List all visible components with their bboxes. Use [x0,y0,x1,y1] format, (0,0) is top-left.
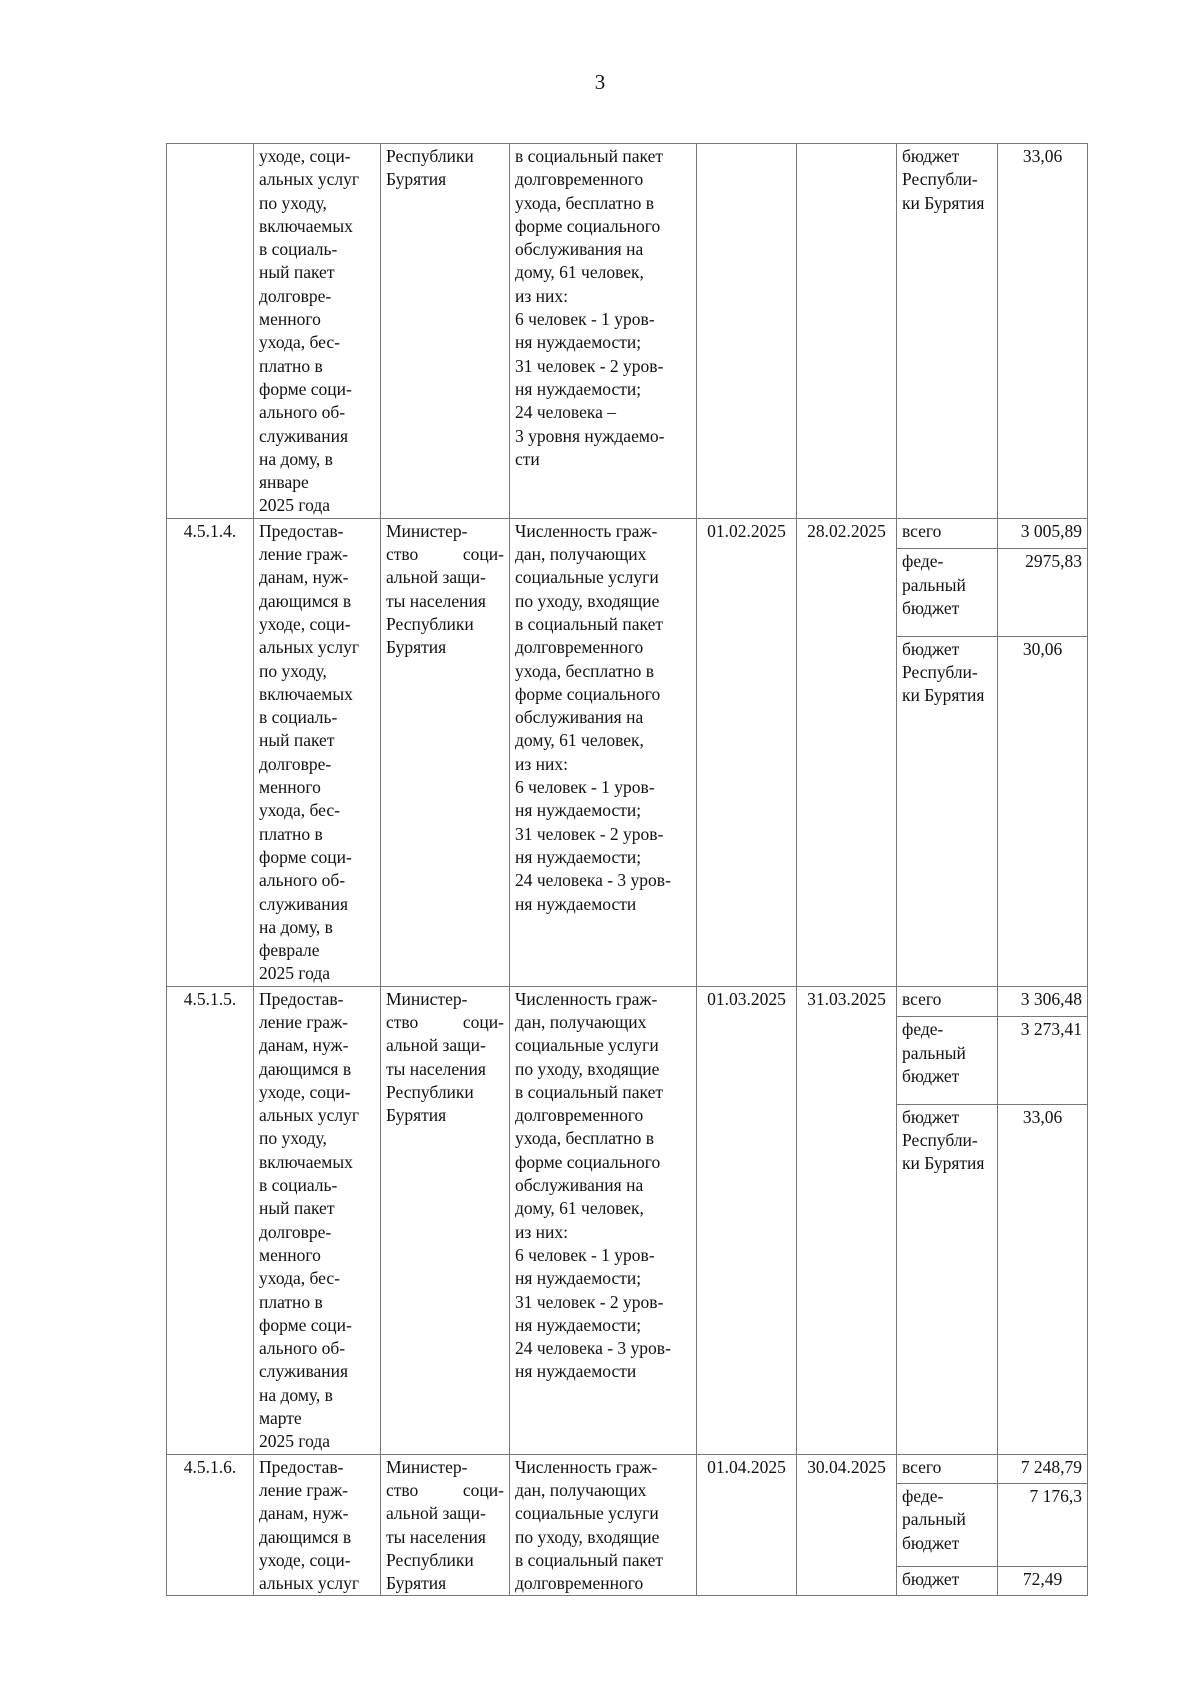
funding-source: бюджет Республи- ки Бурятия [897,144,998,519]
funding-amount: 2975,83 [998,549,1088,636]
row-number: 4.5.1.6. [167,1454,254,1596]
indicator: в социальный пакет долговременного ухода, бесплатно в форме социального обслуживания на дому, 61 человек, из них: 6 человек - 1 уров- ня нуждаемости; 31 человек - 2 уров- ня нуждаемости; 24 человека – 3 уровня нуждаемо- сти [510,144,697,519]
end-date: 30.04.2025 [797,1454,897,1596]
funding-source: феде- ральный бюджет [897,549,998,636]
executor-line: Министер- [386,520,468,541]
row-number: 4.5.1.4. [167,518,254,986]
funding-amount: 3 273,41 [998,1017,1088,1104]
table-row [167,1454,1088,1483]
activities-table [166,143,1088,1596]
start-date [697,144,797,519]
indicator: Численность граж- дан, получающих социальные услуги по уходу, входящие в социальный пакет долговременного ухода, бесплатно в форме социального обслуживания на дому, 61 человек, из них: 6 человек - 1 уров- ня нуждаемости; 31 человек - 2 уров- ня нуждаемости; 24 человека - 3 уров- ня нуждаемости [510,986,697,1454]
funding-amount: 33,06 [998,1104,1088,1454]
funding-source: всего [897,986,998,1017]
funding-amount: 33,06 [998,144,1088,519]
funding-source: бюджет Республи- ки Бурятия [897,1104,998,1454]
activity-name: Предостав- ление граж- данам, нуж- дающимся в уходе, соци- альных услуг по уходу, включаемых в социаль- ный пакет долговре- менного ухода, бес- платно в форме соци- ального об- служивания на дому, в феврале 2025 года [254,518,381,986]
start-date: 01.02.2025 [697,518,797,986]
activity-name: Предостав- ление граж- данам, нуж- дающимся в уходе, соци- альных услуг по уходу, включаемых в социаль- ный пакет долговре- менного ухода, бес- платно в форме соци- ального об- служивания на дому, в марте 2025 года [254,986,381,1454]
executor [381,1454,510,1596]
indicator: Численность граж- дан, получающих социальные услуги по уходу, входящие в социальный пакет долговременного [510,1454,697,1596]
funding-source: феде- ральный бюджет [897,1483,998,1566]
executor [381,986,510,1454]
executor-line: ство соци- [386,1479,504,1500]
row-number: 4.5.1.5. [167,986,254,1454]
executor-line: ство соци- [386,544,504,565]
executor-rest: альной защи- ты населения Республики Бурятия [386,1035,486,1126]
table-row [167,986,1088,1017]
executor-line: Министер- [386,1456,468,1477]
start-date: 01.03.2025 [697,986,797,1454]
funding-source: бюджет Республи- ки Бурятия [897,636,998,986]
funding-source: всего [897,1454,998,1483]
end-date [797,144,897,519]
funding-amount: 7 176,3 [998,1483,1088,1566]
funding-amount: 30,06 [998,636,1088,986]
executor: Республики Бурятия [381,144,510,519]
indicator: Численность граж- дан, получающих социальные услуги по уходу, входящие в социальный пакет долговременного ухода, бесплатно в форме социального обслуживания на дому, 61 человек, из них: 6 человек - 1 уров- ня нуждаемости; 31 человек - 2 уров- ня нуждаемости; 24 человека - 3 уров- ня нуждаемости [510,518,697,986]
table-row [167,518,1088,549]
activity-name: уходе, соци- альных услуг по уходу, включаемых в социаль- ный пакет долговре- менного ухода, бес- платно в форме соци- ального об- служивания на дому, в январе 2025 года [254,144,381,519]
executor-rest: альной защи- ты населения Республики Бурятия [386,567,486,658]
funding-amount: 7 248,79 [998,1454,1088,1483]
activity-name: Предостав- ление граж- данам, нуж- дающимся в уходе, соци- альных услуг [254,1454,381,1596]
start-date: 01.04.2025 [697,1454,797,1596]
funding-amount: 3 306,48 [998,986,1088,1017]
row-number [167,144,254,519]
funding-source: бюджет [897,1567,998,1596]
executor [381,518,510,986]
funding-source: всего [897,518,998,549]
funding-source: феде- ральный бюджет [897,1017,998,1104]
table-row [167,144,1088,519]
end-date: 28.02.2025 [797,518,897,986]
funding-amount: 3 005,89 [998,518,1088,549]
executor-rest: альной защи- ты населения Республики Бурятия [386,1503,486,1594]
funding-amount: 72,49 [998,1567,1088,1596]
page-number: 3 [594,70,606,94]
executor-line: ство соци- [386,1011,504,1032]
executor-line: Министер- [386,988,468,1009]
end-date: 31.03.2025 [797,986,897,1454]
